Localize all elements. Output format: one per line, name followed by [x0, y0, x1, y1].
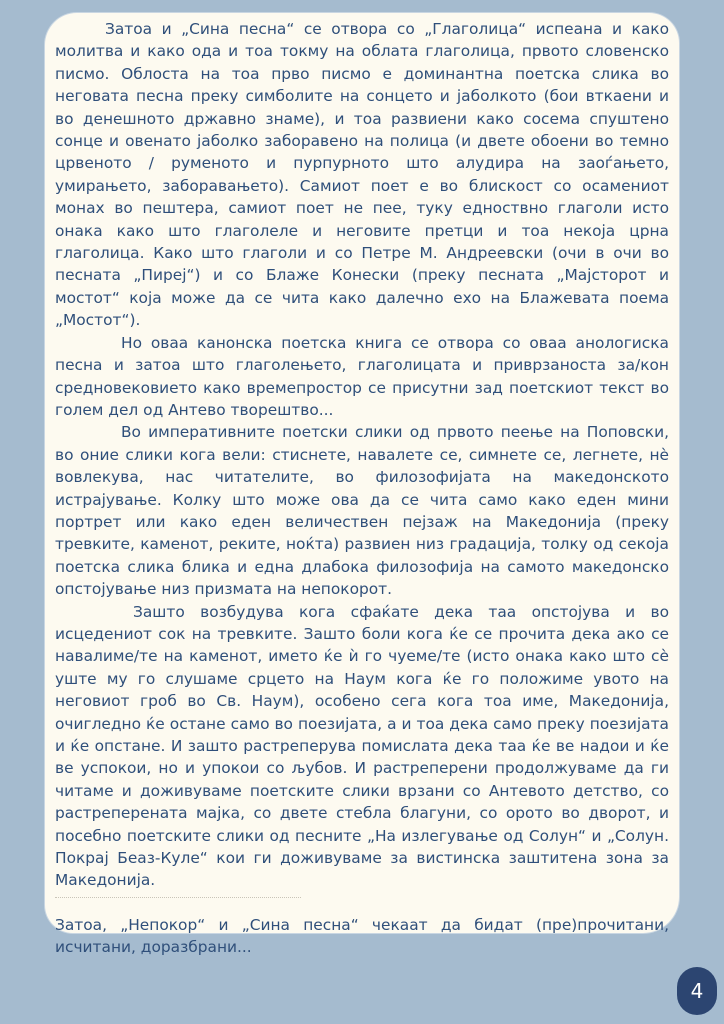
paragraph-2: Но оваа канонска поетска книга се отвора со оваа анологиска песна и затоа што глаголењето, глаголицата и приврзаноста за/кон средновековието како времепростор се присутни зад поетскиот текст во голем дел од Антево творештво...	[55, 333, 669, 419]
paragraph-1: Затоа и „Сина песна“ се отвора со „Глаголица“ испеана и како молитва и како ода и тоа токму на облата глаголица, првото словенско писмо. Облоста на тоа прво писмо е доминантна поетска слика во неговата песна преку симболите на сонцето и јаболкото (бои вткаени и во денешното државно знаме), и тоа развиени како сосема спуштено сонце и овенато јаболко заборавено на полица (и двете обоени во темно црвеното / руменото и пурпурното што алудира на заоѓањето, умирањето, заборавањето). Самиот поет е во блискост со осамениот монах во пештера, самиот поет не пее, туку едноствно глаголи исто онака како што глаголеле и неговите претци и тоа некоја црна глаголица. Како што глаголи и со Петре М. Андреевски (очи в очи во песната „Пиреј“) и со Блаже Конески (преку песната „Мајсторот и мостот“ која може да се чита како далечно ехо на Блажевата поема „Мостот“).	[55, 20, 669, 330]
paragraph-3: Во императивните поетски слики од првото пеење на Поповски, во оние слики кога вели: стиснете, навалете се, симнете се, легнете, нè вовлекува, нас читателите, во филозофијата на македонското истрајување. Колку што може ова да се чита само како еден мини портрет или како еден величествен пејзаж на Македонија (преку тревките, каменот, реките, ноќта) развиен низ градација, толку од секоја поетска слика блика и една длабока филозофија на самото македонско опстојување низ призмата на непокорот.	[55, 423, 669, 599]
closing-paragraph: Затоа, „Непокор“ и „Сина песна“ чекаат да бидат (пре)прочитани, исчитани, дoразбрани...	[55, 915, 669, 957]
paragraph-4: Зашто возбудува кога сфаќате дека таа опстојува и во исцедениот сок на тревките. Зашто боли кога ќе се прочита дека ако се навалиме/те на каменот, името ќе ѝ го чуеме/те (исто онака како што сè уште му го слушаме срцето на Наум кога ќе го положиме увото на неговиот гроб во Св. Наум), особено сега кога тоа име, Македонија, очигледно ќе остане само во поезијата, а и тоа дека само преку поезијата и ќе опстане. И зашто растреперува помислата дека таа ќе ве надои и ќе ве успокои, но и упокои со љубов. И растреперени продолжуваме да ги читаме и доживуваме поетските слики врзани со Антевото детство, со растреперената мајка, со двете стебла благуни, со орото во дворот, и посебно поетските слики од песните „На излегување од Солун“ и „Солун. Покрај Беаз-Куле“ кои ги доживуваме за вистинска заштитена зона за Македонија.	[55, 602, 669, 890]
page-number-badge: 4	[677, 967, 717, 1015]
article-body	[55, 18, 669, 959]
text-underline-divider	[55, 897, 301, 898]
